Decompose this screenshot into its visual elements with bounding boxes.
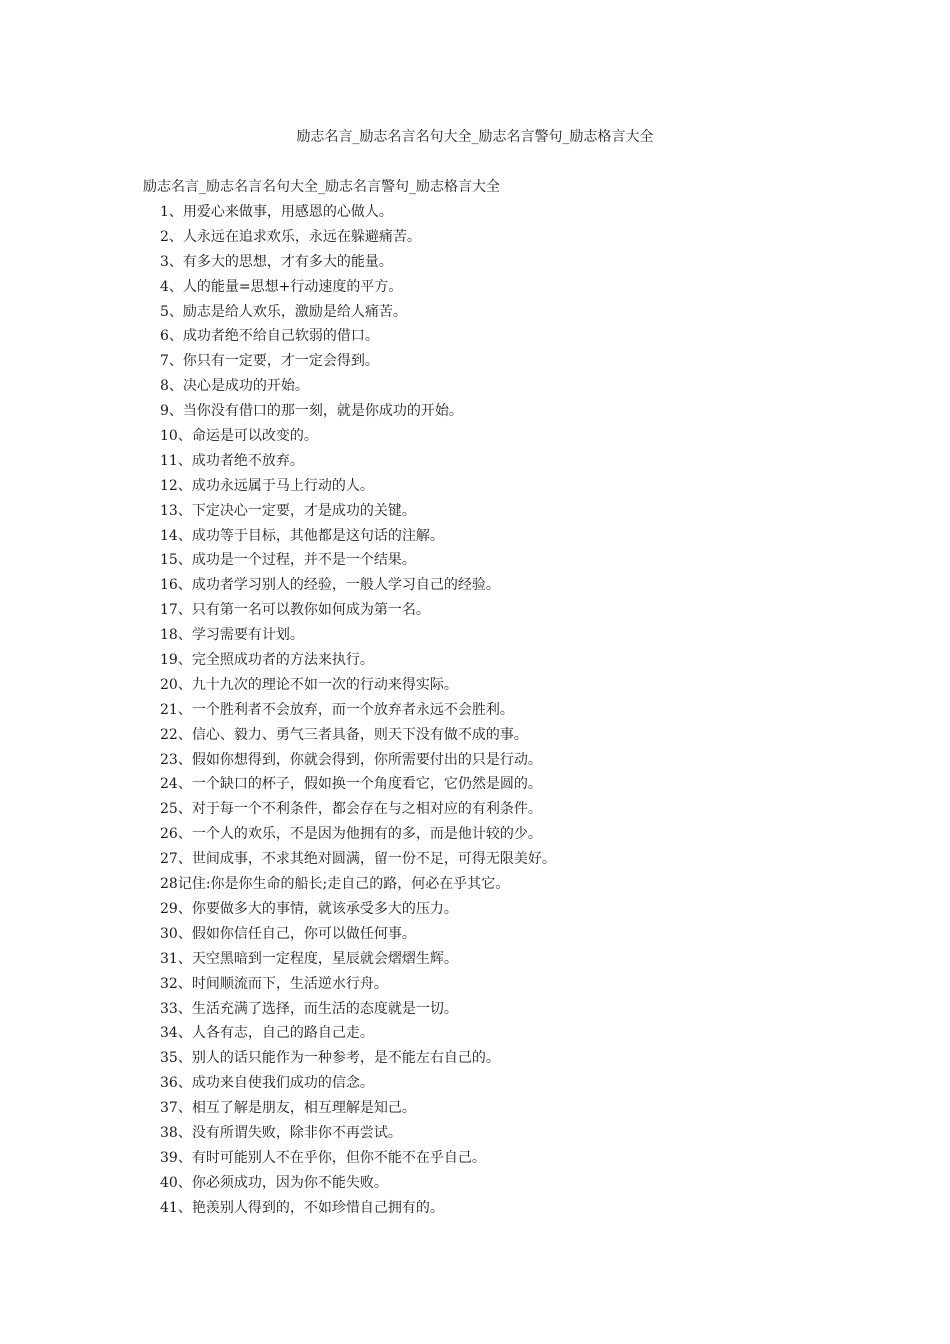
quote-item: 34、人各有志，自己的路自己走。: [160, 1025, 374, 1042]
quote-item: 16、成功者学习别人的经验，一般人学习自己的经验。: [160, 577, 500, 594]
quote-item: 38、没有所谓失败，除非你不再尝试。: [160, 1124, 402, 1141]
quote-item: 29、你要做多大的事情，就该承受多大的压力。: [160, 900, 458, 917]
quote-item: 5、励志是给人欢乐，激励是给人痛苦。: [160, 303, 407, 320]
quote-item: 17、只有第一名可以教你如何成为第一名。: [160, 602, 430, 619]
quote-item: 19、完全照成功者的方法来执行。: [160, 652, 374, 669]
quote-item: 33、生活充满了选择，而生活的态度就是一切。: [160, 1000, 458, 1017]
quote-list: [160, 202, 556, 1223]
quote-item: 13、下定决心一定要，才是成功的关键。: [160, 502, 416, 519]
quote-item: 23、假如你想得到，你就会得到，你所需要付出的只是行动。: [160, 751, 542, 768]
quote-item: 40、你必须成功，因为你不能失败。: [160, 1174, 388, 1191]
quote-item: 37、相互了解是朋友，相互理解是知己。: [160, 1100, 416, 1117]
quote-item: 39、有时可能别人不在乎你，但你不能不在乎自己。: [160, 1149, 486, 1166]
quote-item: 36、成功来自使我们成功的信念。: [160, 1075, 374, 1092]
quote-item: 3、有多大的思想，才有多大的能量。: [160, 253, 393, 270]
quote-item: 14、成功等于目标，其他都是这句话的注解。: [160, 527, 444, 544]
quote-item: 27、世间成事，不求其绝对圆满，留一份不足，可得无限美好。: [160, 851, 556, 868]
document-heading: 励志名言_励志名言名句大全_励志名言警句_励志格言大全: [143, 179, 500, 195]
quote-item: 10、命运是可以改变的。: [160, 428, 318, 445]
quote-item: 32、时间顺流而下，生活逆水行舟。: [160, 975, 388, 992]
quote-item: 20、九十九次的理论不如一次的行动来得实际。: [160, 676, 458, 693]
quote-item: 7、你只有一定要，才一定会得到。: [160, 353, 379, 370]
quote-item: 15、成功是一个过程，并不是一个结果。: [160, 552, 416, 569]
quote-item: 4、人的能量=思想+行动速度的平方。: [160, 278, 403, 295]
quote-item: 18、学习需要有计划。: [160, 627, 304, 644]
quote-item: 26、一个人的欢乐，不是因为他拥有的多，而是他计较的少。: [160, 826, 542, 843]
quote-item: 1、用爱心来做事，用感恩的心做人。: [160, 204, 393, 220]
quote-item: 9、当你没有借口的那一刻，就是你成功的开始。: [160, 403, 463, 420]
quote-item: 2、人永远在追求欢乐，永远在躲避痛苦。: [160, 228, 421, 245]
quote-item: 6、成功者绝不给自己软弱的借口。: [160, 328, 379, 345]
quote-item: 24、一个缺口的杯子，假如换一个角度看它，它仍然是圆的。: [160, 776, 542, 793]
quote-item: 12、成功永远属于马上行动的人。: [160, 477, 374, 494]
quote-item: 35、别人的话只能作为一种参考，是不能左右自己的。: [160, 1050, 500, 1067]
quote-item: 22、信心、毅力、勇气三者具备，则天下没有做不成的事。: [160, 726, 528, 743]
quote-item: 28记住:你是你生命的船长;走自己的路，何必在乎其它。: [160, 876, 510, 893]
quote-item: 30、假如你信任自己，你可以做任何事。: [160, 925, 416, 942]
document-title: 励志名言_励志名言名句大全_励志名言警句_励志格言大全: [296, 129, 654, 145]
quote-item: 11、成功者绝不放弃。: [160, 452, 304, 469]
quote-item: 31、天空黑暗到一定程度，星辰就会熠熠生辉。: [160, 950, 458, 967]
quote-item: 25、对于每一个不利条件，都会存在与之相对应的有利条件。: [160, 801, 542, 818]
quote-item: 21、一个胜利者不会放弃，而一个放弃者永远不会胜利。: [160, 701, 514, 718]
quote-item: 8、决心是成功的开始。: [160, 378, 309, 395]
quote-item: 41、艳羡别人得到的，不如珍惜自己拥有的。: [160, 1199, 444, 1216]
